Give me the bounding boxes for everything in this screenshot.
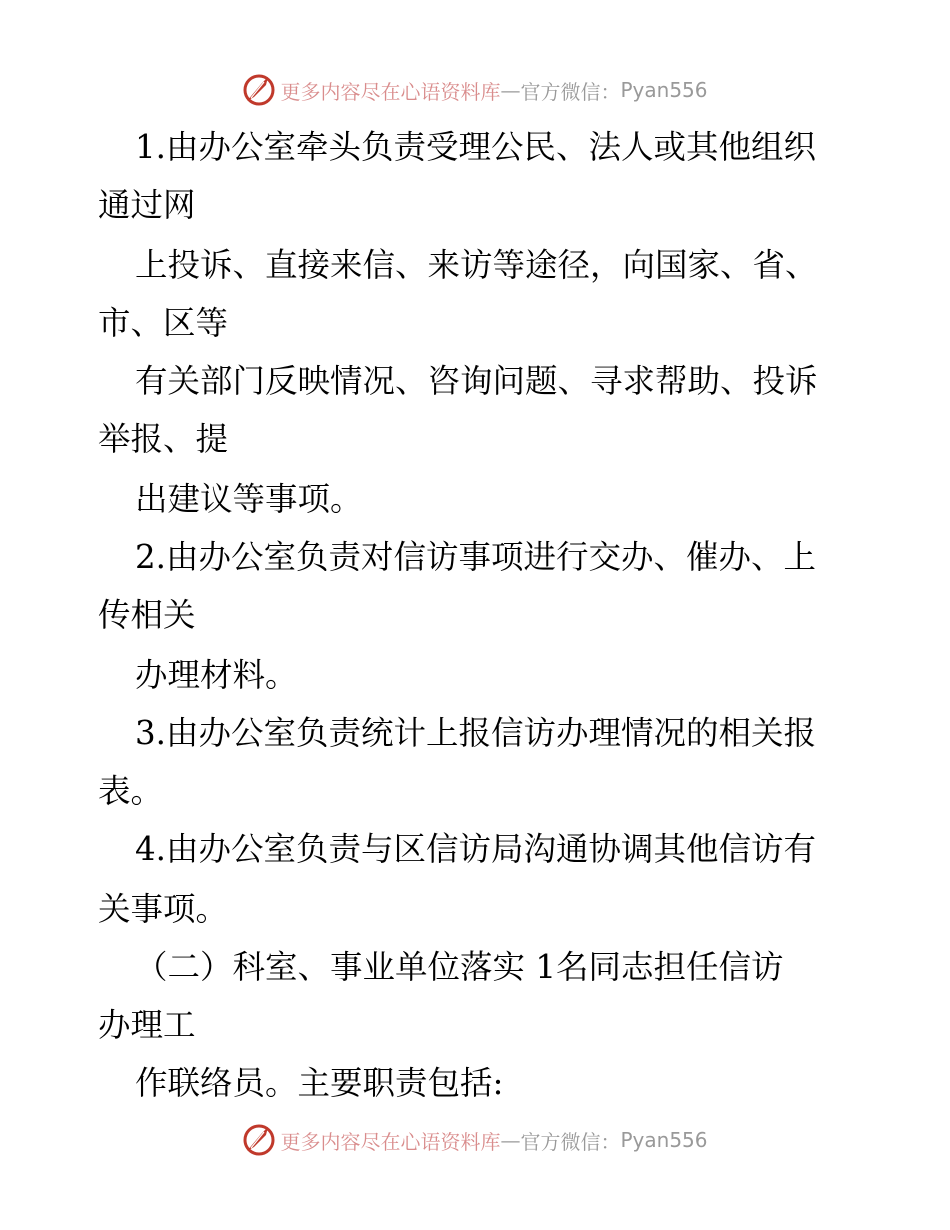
body-line: 关事项。	[98, 890, 229, 928]
body-line: 3.由办公室负责统计上报信访办理情况的相关报	[135, 714, 817, 752]
watermark-wechat-label: 官方微信：	[520, 79, 621, 104]
body-line: 传相关	[98, 596, 196, 634]
watermark-dash: —	[500, 78, 521, 102]
body-line: 作联络员。主要职责包括:	[135, 1064, 504, 1102]
quill-logo-icon	[242, 73, 276, 107]
watermark-site-text: 更多内容尽在心语资料库	[280, 79, 501, 104]
footer-watermark	[0, 1120, 950, 1160]
body-line: 1.由办公室牵头负责受理公民、法人或其他组织	[135, 128, 817, 166]
watermark-wechat-id: Pyan556	[620, 1128, 708, 1152]
quill-logo-icon	[242, 1123, 276, 1157]
body-line: 通过网	[98, 186, 196, 224]
body-line: 4.由办公室负责与区信访局沟通协调其他信访有	[135, 830, 817, 868]
body-line: 市、区等	[98, 304, 229, 342]
watermark-wechat-id: Pyan556	[620, 78, 708, 102]
body-line: 出建议等事项。	[135, 480, 363, 518]
body-line: 表。	[98, 772, 164, 810]
watermark-site-text: 更多内容尽在心语资料库	[280, 1129, 501, 1154]
header-watermark	[0, 70, 950, 110]
watermark-wechat-label: 官方微信：	[520, 1129, 621, 1154]
body-line: 举报、提	[98, 420, 229, 458]
body-line: 有关部门反映情况、咨询问题、寻求帮助、投诉	[135, 362, 818, 400]
body-line: （二）科室、事业单位落实 1名同志担任信访	[135, 948, 784, 986]
body-line: 上投诉、直接来信、来访等途径，向国家、省、	[135, 246, 818, 284]
body-line: 2.由办公室负责对信访事项进行交办、催办、上	[135, 538, 817, 576]
watermark-dash: —	[500, 1128, 521, 1152]
body-line: 办理工	[98, 1006, 196, 1044]
body-line: 办理材料。	[135, 656, 298, 694]
